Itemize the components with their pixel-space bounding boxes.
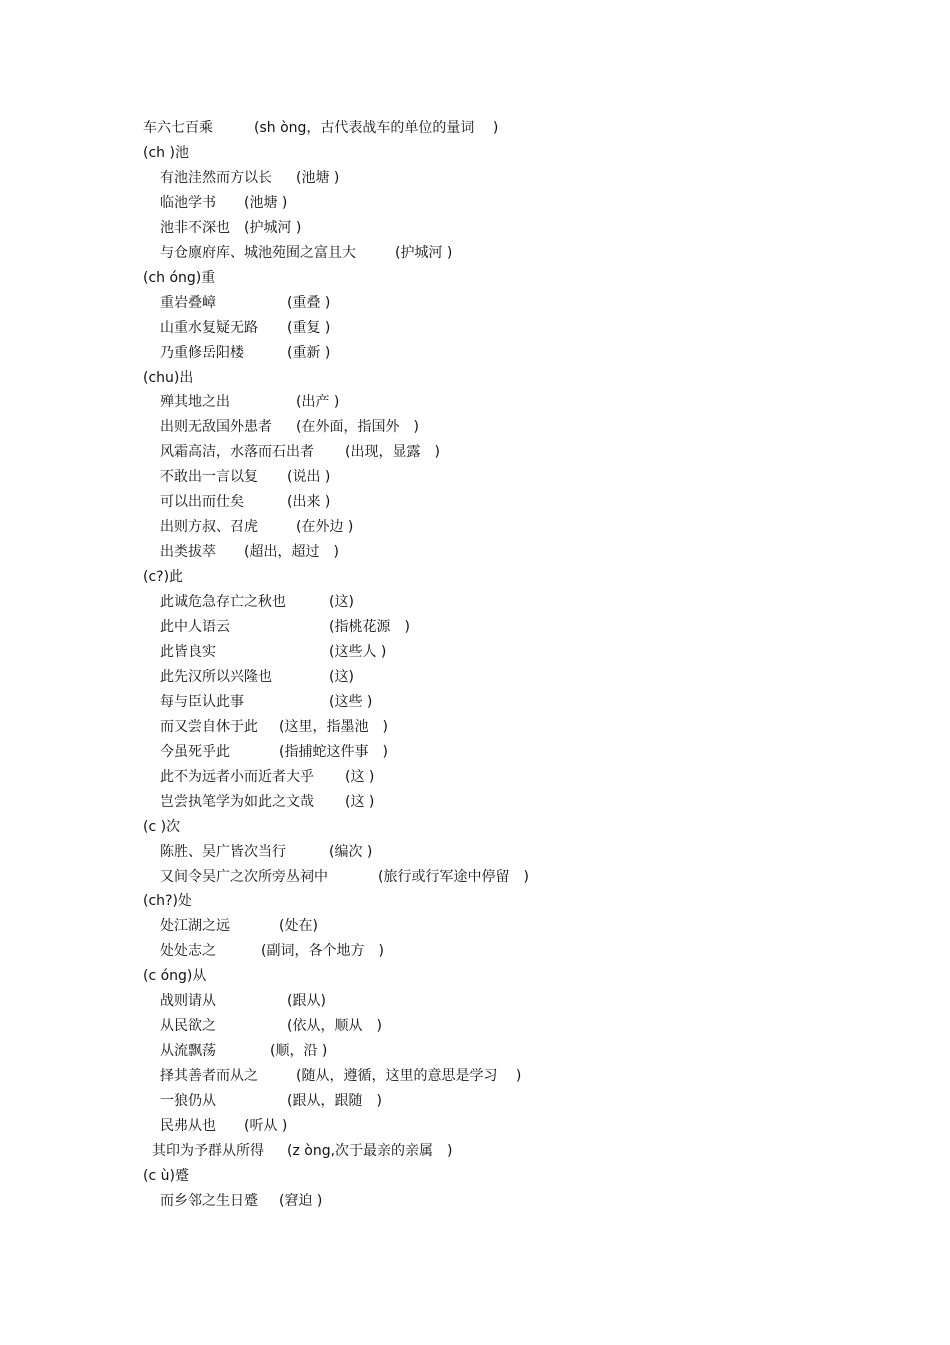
headword-text: (ch óng)重 — [143, 269, 216, 286]
entry-gloss: (指捕蛇这件事 ) — [279, 743, 388, 760]
entry-gloss: (出现，显露 ) — [345, 444, 440, 461]
entry-text: 此皆良实 — [160, 643, 216, 660]
entry-text: 池非不深也 — [160, 219, 230, 236]
entry-gloss: (这) — [329, 668, 354, 685]
entry-text: 又间令吴广之次所旁丛祠中 — [160, 868, 328, 885]
entry-text: 与仓廪府库、城池苑囿之富且大 — [160, 244, 356, 261]
entry-text: 出则无敌国外患者 — [160, 419, 272, 436]
entry-gloss: (这) — [329, 594, 354, 611]
entry-text: 可以出而仕矣 — [160, 494, 244, 511]
entry-gloss: (这 ) — [345, 768, 375, 785]
entry-text: 民弗从也 — [160, 1118, 216, 1134]
entry-text: 此诚危急存亡之秋也 — [160, 594, 286, 611]
entry-text: 临池学书 — [160, 194, 216, 211]
entry-text: 陈胜、吴广皆次当行 — [160, 843, 286, 860]
entry-text: 而乡邻之生日蹙 — [160, 1192, 258, 1209]
entry-text: 处处志之 — [160, 943, 216, 960]
entry-gloss: (这些 ) — [329, 693, 373, 710]
entry-text: 山重水复疑无路 — [160, 319, 258, 336]
headword-text: (c óng)从 — [143, 968, 207, 985]
entry-text: 车六七百乘 — [143, 120, 213, 136]
entry-text: 此先汉所以兴隆也 — [160, 668, 272, 685]
entry-gloss: (听从 ) — [244, 1118, 288, 1134]
entry-text: 处江湖之远 — [160, 918, 230, 935]
entry-gloss: (副词，各个地方 ) — [261, 943, 384, 960]
entry-text: 择其善者而从之 — [160, 1068, 258, 1085]
entry-text: 重岩叠嶂 — [160, 294, 216, 311]
entry-gloss: (护城河 ) — [244, 219, 302, 236]
entry-gloss: (重新 ) — [287, 344, 331, 361]
entry-gloss: (窘迫 ) — [279, 1192, 323, 1209]
entry-text: 此不为远者小而近者大乎 — [160, 768, 314, 785]
entry-gloss: (在外边 ) — [296, 519, 354, 536]
entry-gloss: (池塘 ) — [244, 194, 288, 211]
entry-text: 乃重修岳阳楼 — [160, 344, 244, 361]
entry-text: 风霜高洁，水落而石出者 — [160, 444, 314, 461]
entry-gloss: (这些人 ) — [329, 643, 387, 660]
entry-gloss: (处在) — [279, 918, 318, 935]
entry-gloss: (说出 ) — [287, 469, 331, 486]
headword-text: (chu)出 — [143, 369, 194, 386]
headword-text: (ch )池 — [143, 144, 189, 161]
entry-text: 出类拔萃 — [160, 544, 216, 561]
entry-text: 不敢出一言以复 — [160, 469, 258, 486]
entry-gloss: (超出，超过 ) — [244, 544, 339, 561]
entry-gloss: (z òng,次于最亲的亲属 ) — [287, 1142, 453, 1159]
entry-text: 从流飘荡 — [160, 1043, 216, 1060]
entry-gloss: (sh òng，古代表战车的单位的量词 ) — [254, 120, 499, 136]
entry-gloss: (旅行或行军途中停留 ) — [378, 868, 529, 885]
entry-text: 出则方叔、召虎 — [160, 519, 258, 536]
entry-gloss: (指桃花源 ) — [329, 619, 410, 635]
entry-gloss: (出产 ) — [296, 394, 340, 411]
entry-text: 有池洼然而方以长 — [160, 169, 272, 186]
entry-gloss: (出来 ) — [287, 494, 331, 511]
entry-text: 其印为予群从所得 — [152, 1142, 264, 1159]
entry-text: 殚其地之出 — [160, 394, 230, 411]
entry-gloss: (跟从，跟随 ) — [287, 1093, 382, 1110]
entry-gloss: (跟从) — [287, 993, 326, 1010]
entry-text: 此中人语云 — [160, 619, 230, 635]
entry-text: 每与臣认此事 — [160, 693, 244, 710]
entry-gloss: (重复 ) — [287, 319, 331, 336]
entry-text: 今虽死乎此 — [160, 743, 230, 760]
entry-gloss: (这里，指墨池 ) — [279, 718, 388, 735]
entry-gloss: (重叠 ) — [287, 294, 331, 311]
entry-gloss: (依从，顺从 ) — [287, 1018, 382, 1035]
entry-gloss: (在外面，指国外 ) — [296, 419, 419, 436]
entry-text: 而又尝自休于此 — [160, 718, 258, 735]
entry-gloss: (这 ) — [345, 793, 375, 810]
headword-text: (c ù)蹙 — [143, 1167, 189, 1184]
entry-gloss: (随从，遵循，这里的意思是学习 ) — [296, 1068, 522, 1085]
entry-text: 岂尝执笔学为如此之文哉 — [160, 793, 314, 810]
headword-text: (c )次 — [143, 818, 181, 835]
entry-gloss: (护城河 ) — [395, 244, 453, 261]
entry-text: 从民欲之 — [160, 1018, 216, 1035]
entry-gloss: (顺，沿 ) — [270, 1043, 328, 1060]
entry-text: 战则请从 — [160, 993, 216, 1010]
headword-text: (c?)此 — [143, 569, 184, 586]
headword-text: (ch?)处 — [143, 893, 192, 910]
entry-gloss: (编次 ) — [329, 843, 373, 860]
entry-text: 一狼仍从 — [160, 1093, 216, 1110]
entry-gloss: (池塘 ) — [296, 169, 340, 186]
